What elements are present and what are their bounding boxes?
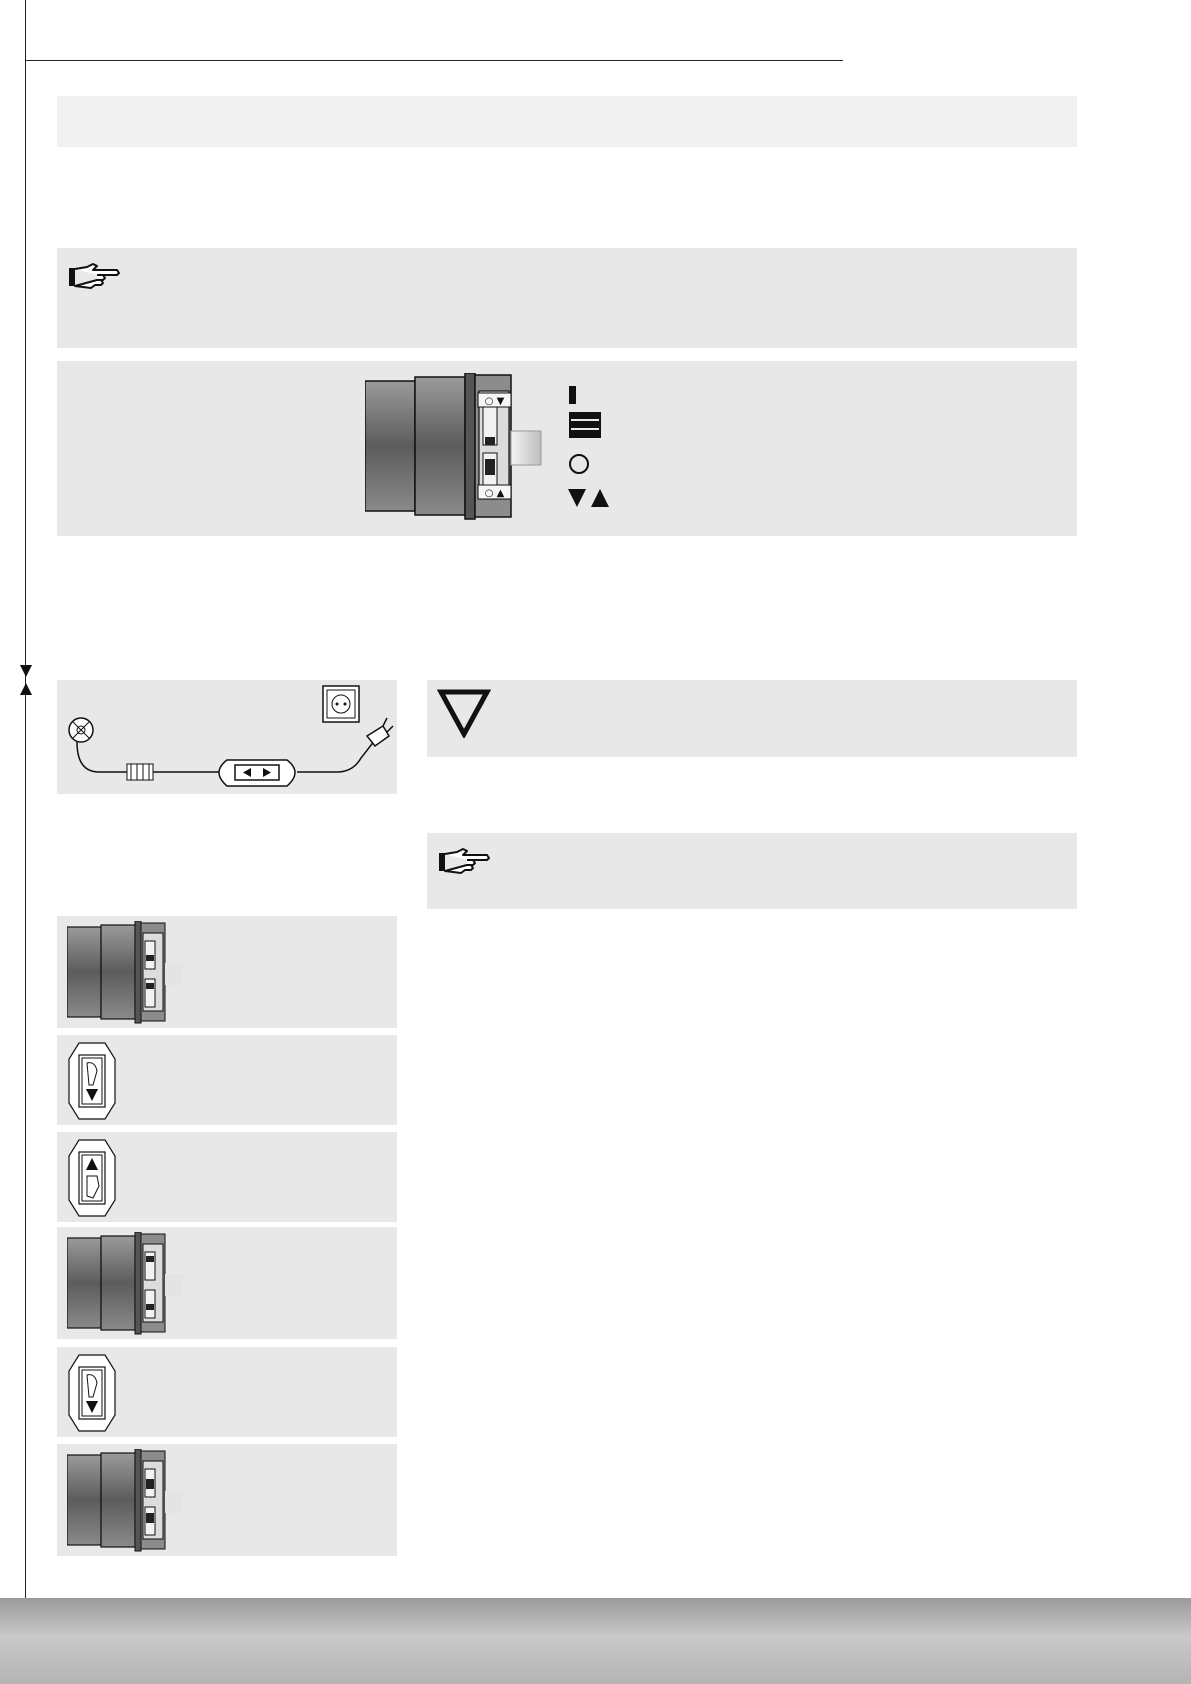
warning-triangle-icon xyxy=(437,688,491,738)
note-box-2 xyxy=(427,833,1077,909)
wiring-diagram-box xyxy=(57,680,397,794)
motor-head-small-illustration xyxy=(67,1449,247,1553)
step-5-switch-box xyxy=(57,1347,397,1437)
footer-band xyxy=(0,1598,1191,1684)
motor-legend-box xyxy=(57,361,1077,536)
adjust-marks-top: ○ ▼ xyxy=(484,396,505,407)
adjust-marks-bottom: ○ ▲ xyxy=(484,488,505,499)
wiring-diagram-illustration xyxy=(57,680,397,794)
circle-icon xyxy=(568,453,590,475)
switch-down-illustration xyxy=(67,1041,117,1121)
legend-item-2 xyxy=(568,411,602,444)
step-1-motor-box xyxy=(57,916,397,1028)
step-3-switch-box xyxy=(57,1132,397,1222)
heading-band xyxy=(57,96,1077,147)
narrow-bar-icon xyxy=(568,385,578,405)
warning-box xyxy=(427,680,1077,757)
motor-head-small-illustration xyxy=(67,1232,247,1336)
switch-down-illustration xyxy=(67,1353,117,1433)
legend-item-1 xyxy=(568,385,578,410)
left-margin-line xyxy=(25,0,26,1600)
step-6-motor-box xyxy=(57,1444,397,1556)
note-box-1 xyxy=(57,248,1077,348)
down-up-triangles-icon xyxy=(567,487,611,509)
pointing-hand-icon xyxy=(67,260,123,292)
triple-bar-icon xyxy=(568,411,602,439)
legend-item-4 xyxy=(567,487,611,514)
header-rule xyxy=(25,60,843,61)
legend-item-3 xyxy=(568,453,590,480)
step-2-switch-box xyxy=(57,1035,397,1125)
pointing-hand-icon xyxy=(437,845,493,877)
switch-up-illustration xyxy=(67,1138,117,1218)
margin-arrows-icon xyxy=(18,662,34,698)
step-4-motor-box xyxy=(57,1227,397,1339)
motor-head-small-illustration xyxy=(67,921,247,1025)
